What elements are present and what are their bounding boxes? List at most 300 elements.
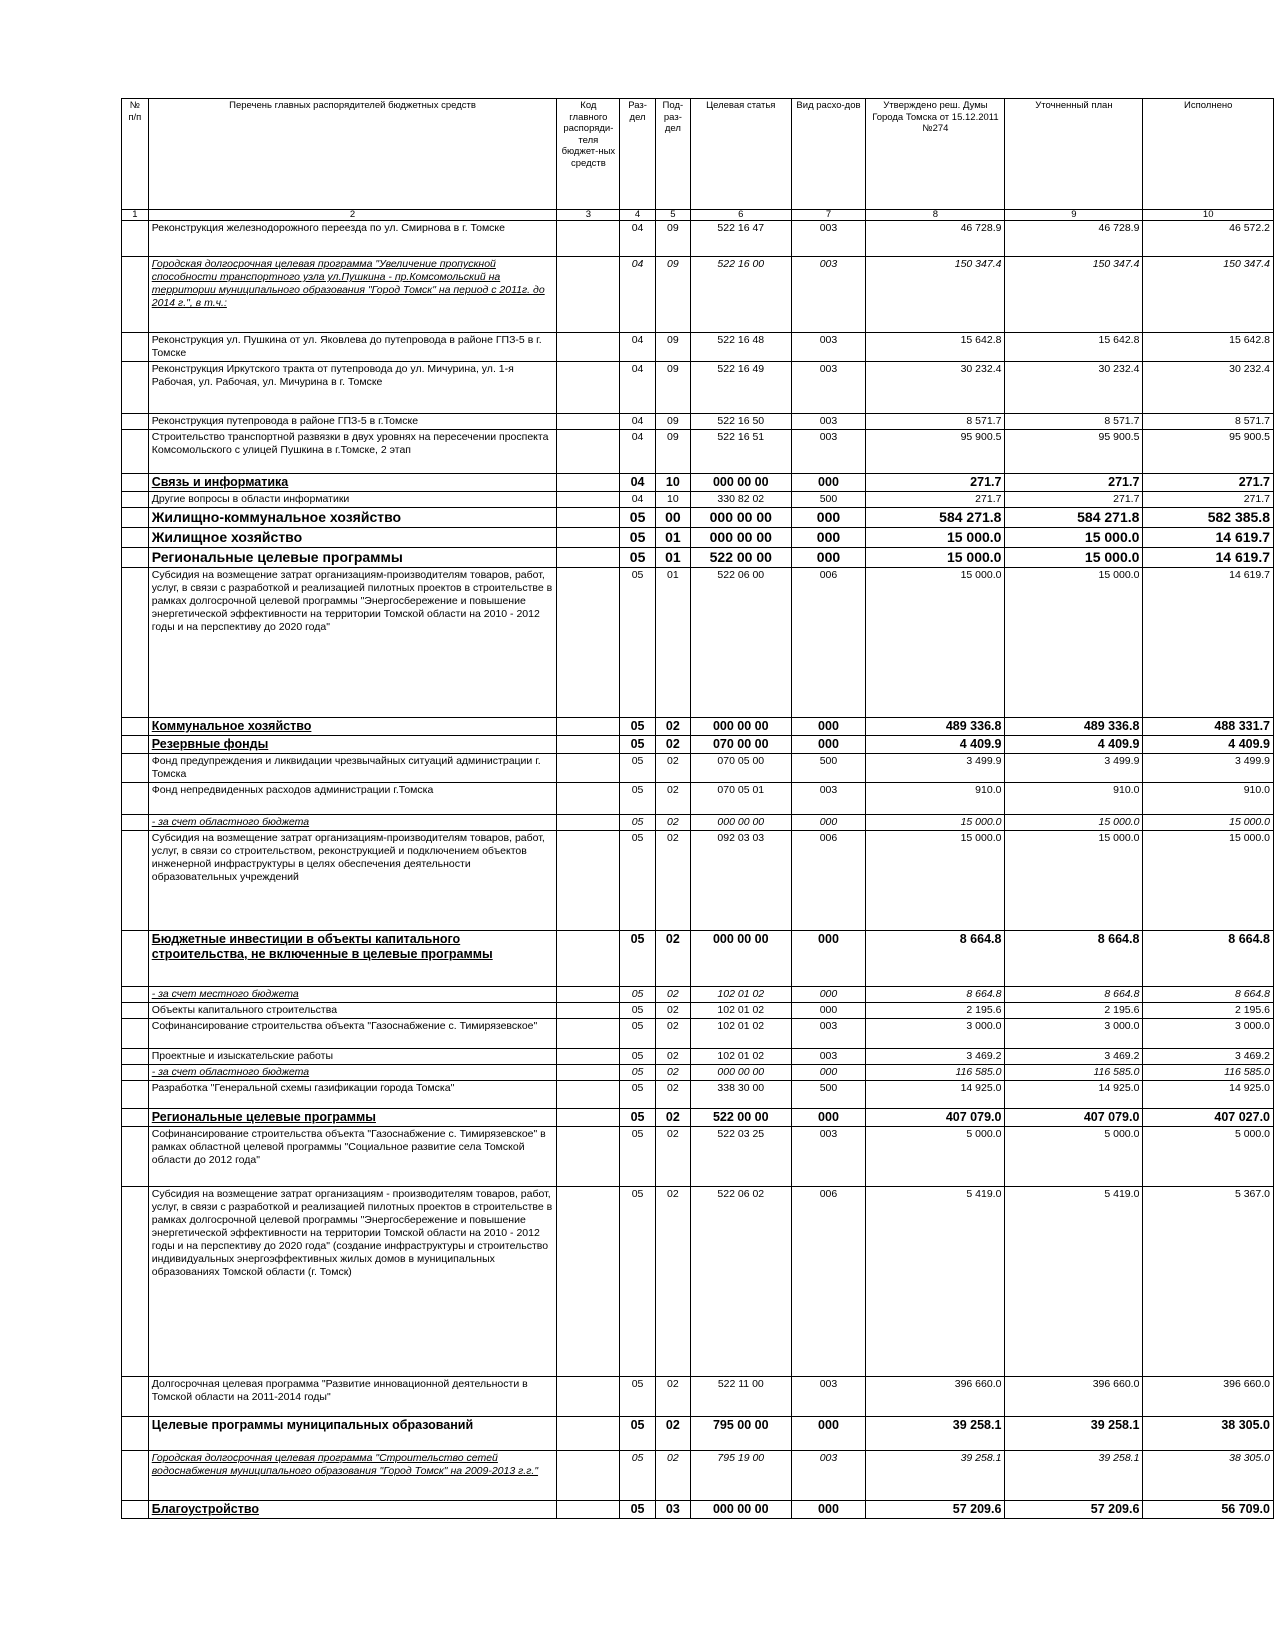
row-plan: 3 000.0 xyxy=(1005,1019,1143,1049)
table-row xyxy=(122,736,1274,754)
row-plan: 407 079.0 xyxy=(1005,1109,1143,1127)
row-approved: 15 000.0 xyxy=(866,528,1005,548)
row-approved: 46 728.9 xyxy=(866,221,1005,257)
row-number xyxy=(122,1065,149,1081)
row-vid: 003 xyxy=(791,1127,866,1187)
row-podrazdel: 02 xyxy=(655,815,690,831)
row-razdel: 04 xyxy=(620,362,655,414)
row-exec: 38 305.0 xyxy=(1143,1451,1274,1501)
row-podrazdel: 02 xyxy=(655,1049,690,1065)
row-number xyxy=(122,474,149,492)
row-razdel: 04 xyxy=(620,474,655,492)
row-vid: 500 xyxy=(791,1081,866,1109)
row-plan: 15 000.0 xyxy=(1005,528,1143,548)
row-exec: 56 709.0 xyxy=(1143,1501,1274,1519)
row-name: Софинансирование строительства объекта "Газоснабжение с. Тимирязевское" в рамках областной целевой программы "Социальное развитие села Томской области до 2012 года" xyxy=(148,1127,557,1187)
row-plan: 15 642.8 xyxy=(1005,333,1143,362)
row-name: Благоустройство xyxy=(148,1501,557,1519)
row-approved: 15 000.0 xyxy=(866,815,1005,831)
row-podrazdel: 02 xyxy=(655,831,690,931)
row-podrazdel: 02 xyxy=(655,1417,690,1451)
row-vid: 003 xyxy=(791,362,866,414)
row-podrazdel: 02 xyxy=(655,1187,690,1377)
row-number xyxy=(122,508,149,528)
row-article: 522 16 47 xyxy=(691,221,792,257)
row-article: 000 00 00 xyxy=(691,718,792,736)
row-podrazdel: 01 xyxy=(655,528,690,548)
row-razdel: 05 xyxy=(620,987,655,1003)
row-article: 000 00 00 xyxy=(691,474,792,492)
row-vid: 000 xyxy=(791,815,866,831)
row-razdel: 04 xyxy=(620,414,655,430)
row-code xyxy=(557,736,620,754)
row-article: 522 00 00 xyxy=(691,548,792,568)
row-code xyxy=(557,430,620,474)
row-code xyxy=(557,221,620,257)
row-number xyxy=(122,257,149,333)
row-razdel: 05 xyxy=(620,931,655,987)
row-vid: 500 xyxy=(791,754,866,783)
row-plan: 15 000.0 xyxy=(1005,568,1143,718)
row-number xyxy=(122,831,149,931)
row-exec: 116 585.0 xyxy=(1143,1065,1274,1081)
row-article: 092 03 03 xyxy=(691,831,792,931)
row-code xyxy=(557,718,620,736)
row-number xyxy=(122,1187,149,1377)
row-exec: 271.7 xyxy=(1143,474,1274,492)
row-podrazdel: 10 xyxy=(655,474,690,492)
row-approved: 3 499.9 xyxy=(866,754,1005,783)
row-code xyxy=(557,1049,620,1065)
row-approved: 95 900.5 xyxy=(866,430,1005,474)
row-plan: 3 499.9 xyxy=(1005,754,1143,783)
row-plan: 150 347.4 xyxy=(1005,257,1143,333)
row-vid: 006 xyxy=(791,1187,866,1377)
table-row xyxy=(122,257,1274,333)
row-vid: 003 xyxy=(791,1019,866,1049)
row-number xyxy=(122,1451,149,1501)
row-approved: 910.0 xyxy=(866,783,1005,815)
row-number xyxy=(122,414,149,430)
row-podrazdel: 02 xyxy=(655,736,690,754)
row-name: - за счет областного бюджета xyxy=(148,815,557,831)
table-row xyxy=(122,333,1274,362)
table-row xyxy=(122,718,1274,736)
row-approved: 584 271.8 xyxy=(866,508,1005,528)
row-plan: 8 571.7 xyxy=(1005,414,1143,430)
row-plan: 39 258.1 xyxy=(1005,1417,1143,1451)
row-code xyxy=(557,1003,620,1019)
row-vid: 000 xyxy=(791,508,866,528)
row-code xyxy=(557,931,620,987)
table-row xyxy=(122,1109,1274,1127)
row-podrazdel: 00 xyxy=(655,508,690,528)
row-number xyxy=(122,931,149,987)
row-razdel: 05 xyxy=(620,815,655,831)
row-article: 102 01 02 xyxy=(691,1049,792,1065)
budget-table xyxy=(121,98,1274,1519)
row-number xyxy=(122,987,149,1003)
row-razdel: 04 xyxy=(620,492,655,508)
row-exec: 582 385.8 xyxy=(1143,508,1274,528)
row-vid: 000 xyxy=(791,474,866,492)
row-razdel: 05 xyxy=(620,568,655,718)
row-vid: 500 xyxy=(791,492,866,508)
header-article: Целевая статья xyxy=(691,99,792,210)
row-name: Бюджетные инвестиции в объекты капитального строительства, не включенные в целевые программы xyxy=(148,931,557,987)
row-code xyxy=(557,528,620,548)
row-article: 070 00 00 xyxy=(691,736,792,754)
row-approved: 5 000.0 xyxy=(866,1127,1005,1187)
row-vid: 000 xyxy=(791,736,866,754)
row-exec: 8 571.7 xyxy=(1143,414,1274,430)
row-plan: 5 000.0 xyxy=(1005,1127,1143,1187)
row-name: Городская долгосрочная целевая программа "Увеличение пропускной способности транспортного узла ул.Пушкина - пр.Комсомольский на территории муниципального образования "Город Томск" на период с 2011г. до 2014 г.", в т.ч.: xyxy=(148,257,557,333)
header-num: № п/п xyxy=(122,99,149,210)
row-approved: 30 232.4 xyxy=(866,362,1005,414)
row-plan: 15 000.0 xyxy=(1005,815,1143,831)
table-row xyxy=(122,783,1274,815)
row-podrazdel: 02 xyxy=(655,754,690,783)
row-exec: 46 572.2 xyxy=(1143,221,1274,257)
row-vid: 000 xyxy=(791,931,866,987)
row-exec: 8 664.8 xyxy=(1143,931,1274,987)
row-number xyxy=(122,430,149,474)
row-podrazdel: 01 xyxy=(655,568,690,718)
row-article: 522 16 50 xyxy=(691,414,792,430)
table-row xyxy=(122,1049,1274,1065)
table-row xyxy=(122,474,1274,492)
row-vid: 003 xyxy=(791,414,866,430)
column-number: 7 xyxy=(791,210,866,221)
row-code xyxy=(557,492,620,508)
row-article: 522 03 25 xyxy=(691,1127,792,1187)
row-code xyxy=(557,1501,620,1519)
row-name: - за счет местного бюджета xyxy=(148,987,557,1003)
row-name: Фонд непредвиденных расходов администрации г.Томска xyxy=(148,783,557,815)
row-name: Жилищное хозяйство xyxy=(148,528,557,548)
table-row xyxy=(122,414,1274,430)
row-article: 102 01 02 xyxy=(691,1003,792,1019)
row-name: Долгосрочная целевая программа "Развитие инновационной деятельности в Томской области на 2011-2014 годы" xyxy=(148,1377,557,1417)
row-article: 000 00 00 xyxy=(691,508,792,528)
row-name: Резервные фонды xyxy=(148,736,557,754)
table-row xyxy=(122,548,1274,568)
row-podrazdel: 09 xyxy=(655,414,690,430)
row-name: Региональные целевые программы xyxy=(148,1109,557,1127)
row-podrazdel: 02 xyxy=(655,1127,690,1187)
table-row xyxy=(122,1377,1274,1417)
row-podrazdel: 02 xyxy=(655,783,690,815)
header-exec: Исполнено xyxy=(1143,99,1274,210)
row-razdel: 05 xyxy=(620,736,655,754)
row-number xyxy=(122,718,149,736)
header-vid: Вид расхо-дов xyxy=(791,99,866,210)
row-code xyxy=(557,831,620,931)
row-name: Реконструкция путепровода в районе ГПЗ-5 в г.Томске xyxy=(148,414,557,430)
row-podrazdel: 09 xyxy=(655,430,690,474)
row-plan: 57 209.6 xyxy=(1005,1501,1143,1519)
row-exec: 2 195.6 xyxy=(1143,1003,1274,1019)
column-number-row xyxy=(122,210,1274,221)
table-row xyxy=(122,1127,1274,1187)
row-name: Строительство транспортной развязки в двух уровнях на пересечении проспекта Комсомольского с улицей Пушкина в г.Томске, 2 этап xyxy=(148,430,557,474)
row-code xyxy=(557,1081,620,1109)
row-article: 795 00 00 xyxy=(691,1417,792,1451)
row-exec: 3 469.2 xyxy=(1143,1049,1274,1065)
table-row xyxy=(122,987,1274,1003)
table-row xyxy=(122,362,1274,414)
row-article: 070 05 00 xyxy=(691,754,792,783)
row-plan: 116 585.0 xyxy=(1005,1065,1143,1081)
row-name: Проектные и изыскательские работы xyxy=(148,1049,557,1065)
row-exec: 8 664.8 xyxy=(1143,987,1274,1003)
row-plan: 271.7 xyxy=(1005,492,1143,508)
row-exec: 14 619.7 xyxy=(1143,528,1274,548)
row-name: Городская долгосрочная целевая программа "Строительство сетей водоснабжения муниципального образования "Город Томск" на 2009-2013 г.г." xyxy=(148,1451,557,1501)
column-number: 6 xyxy=(691,210,792,221)
row-vid: 000 xyxy=(791,1417,866,1451)
row-razdel: 04 xyxy=(620,257,655,333)
row-name: Региональные целевые программы xyxy=(148,548,557,568)
row-article: 522 06 02 xyxy=(691,1187,792,1377)
column-number: 9 xyxy=(1005,210,1143,221)
row-number xyxy=(122,548,149,568)
row-exec: 5 000.0 xyxy=(1143,1127,1274,1187)
row-exec: 15 642.8 xyxy=(1143,333,1274,362)
row-name: Связь и информатика xyxy=(148,474,557,492)
row-plan: 39 258.1 xyxy=(1005,1451,1143,1501)
row-plan: 95 900.5 xyxy=(1005,430,1143,474)
row-article: 795 19 00 xyxy=(691,1451,792,1501)
row-number xyxy=(122,1049,149,1065)
row-approved: 396 660.0 xyxy=(866,1377,1005,1417)
row-name: Другие вопросы в области информатики xyxy=(148,492,557,508)
row-approved: 39 258.1 xyxy=(866,1417,1005,1451)
row-vid: 000 xyxy=(791,548,866,568)
row-vid: 003 xyxy=(791,1377,866,1417)
row-article: 070 05 01 xyxy=(691,783,792,815)
row-approved: 407 079.0 xyxy=(866,1109,1005,1127)
row-code xyxy=(557,362,620,414)
row-approved: 489 336.8 xyxy=(866,718,1005,736)
row-vid: 000 xyxy=(791,528,866,548)
row-vid: 003 xyxy=(791,783,866,815)
row-vid: 003 xyxy=(791,257,866,333)
table-row xyxy=(122,1451,1274,1501)
row-number xyxy=(122,783,149,815)
row-podrazdel: 02 xyxy=(655,1003,690,1019)
column-number: 1 xyxy=(122,210,149,221)
table-row xyxy=(122,1065,1274,1081)
header-plan: Уточненный план xyxy=(1005,99,1143,210)
row-plan: 14 925.0 xyxy=(1005,1081,1143,1109)
row-approved: 15 000.0 xyxy=(866,831,1005,931)
row-code xyxy=(557,568,620,718)
row-code xyxy=(557,1019,620,1049)
row-number xyxy=(122,333,149,362)
row-approved: 8 664.8 xyxy=(866,987,1005,1003)
row-article: 102 01 02 xyxy=(691,987,792,1003)
row-plan: 15 000.0 xyxy=(1005,548,1143,568)
row-podrazdel: 01 xyxy=(655,548,690,568)
header-razdel: Раз-дел xyxy=(620,99,655,210)
row-approved: 116 585.0 xyxy=(866,1065,1005,1081)
row-code xyxy=(557,257,620,333)
row-vid: 006 xyxy=(791,568,866,718)
table-row xyxy=(122,492,1274,508)
row-podrazdel: 02 xyxy=(655,1109,690,1127)
table-row xyxy=(122,1003,1274,1019)
table-row xyxy=(122,528,1274,548)
row-vid: 000 xyxy=(791,1065,866,1081)
row-name: Субсидия на возмещение затрат организациям-производителям товаров, работ, услуг, в связи со строительством, реконструкцией и подключением объектов инженерной инфраструктуры в целях обеспечения деятельности образовательных учреждений xyxy=(148,831,557,931)
row-approved: 271.7 xyxy=(866,474,1005,492)
row-name: Реконструкция ул. Пушкина от ул. Яковлева до путепровода в районе ГПЗ-5 в г. Томске xyxy=(148,333,557,362)
row-article: 522 06 00 xyxy=(691,568,792,718)
row-code xyxy=(557,754,620,783)
row-exec: 488 331.7 xyxy=(1143,718,1274,736)
header-row xyxy=(122,99,1274,210)
row-plan: 46 728.9 xyxy=(1005,221,1143,257)
row-vid: 000 xyxy=(791,1003,866,1019)
row-podrazdel: 02 xyxy=(655,987,690,1003)
row-exec: 396 660.0 xyxy=(1143,1377,1274,1417)
row-name: Разработка "Генеральной схемы газификации города Томска" xyxy=(148,1081,557,1109)
row-razdel: 05 xyxy=(620,528,655,548)
row-number xyxy=(122,492,149,508)
row-name: Целевые программы муниципальных образований xyxy=(148,1417,557,1451)
row-approved: 8 571.7 xyxy=(866,414,1005,430)
table-row xyxy=(122,1081,1274,1109)
row-code xyxy=(557,1187,620,1377)
row-exec: 15 000.0 xyxy=(1143,815,1274,831)
row-plan: 5 419.0 xyxy=(1005,1187,1143,1377)
row-plan: 584 271.8 xyxy=(1005,508,1143,528)
row-name: Объекты капитального строительства xyxy=(148,1003,557,1019)
row-plan: 8 664.8 xyxy=(1005,987,1143,1003)
row-name: Реконструкция Иркутского тракта от путепровода до ул. Мичурина, ул. 1-я Рабочая, ул. Рабочая, ул. Мичурина в г. Томске xyxy=(148,362,557,414)
row-number xyxy=(122,1127,149,1187)
row-name: - за счет областного бюджета xyxy=(148,1065,557,1081)
row-exec: 95 900.5 xyxy=(1143,430,1274,474)
row-vid: 000 xyxy=(791,718,866,736)
row-podrazdel: 09 xyxy=(655,221,690,257)
row-vid: 003 xyxy=(791,1451,866,1501)
row-number xyxy=(122,528,149,548)
row-podrazdel: 03 xyxy=(655,1501,690,1519)
row-plan: 3 469.2 xyxy=(1005,1049,1143,1065)
row-number xyxy=(122,736,149,754)
row-code xyxy=(557,1127,620,1187)
row-code xyxy=(557,333,620,362)
row-article: 000 00 00 xyxy=(691,931,792,987)
table-row xyxy=(122,754,1274,783)
row-razdel: 05 xyxy=(620,1127,655,1187)
row-plan: 910.0 xyxy=(1005,783,1143,815)
row-plan: 8 664.8 xyxy=(1005,931,1143,987)
row-vid: 000 xyxy=(791,1109,866,1127)
row-plan: 271.7 xyxy=(1005,474,1143,492)
row-approved: 39 258.1 xyxy=(866,1451,1005,1501)
table-row xyxy=(122,1417,1274,1451)
row-article: 000 00 00 xyxy=(691,815,792,831)
row-name: Коммунальное хозяйство xyxy=(148,718,557,736)
row-code xyxy=(557,474,620,492)
table-row xyxy=(122,1019,1274,1049)
row-approved: 8 664.8 xyxy=(866,931,1005,987)
row-number xyxy=(122,1417,149,1451)
row-exec: 30 232.4 xyxy=(1143,362,1274,414)
row-code xyxy=(557,508,620,528)
table-row xyxy=(122,831,1274,931)
row-number xyxy=(122,815,149,831)
table-row xyxy=(122,508,1274,528)
table-row xyxy=(122,815,1274,831)
row-article: 000 00 00 xyxy=(691,528,792,548)
row-name: Субсидия на возмещение затрат организациям-производителям товаров, работ, услуг, в связи с разработкой и реализацией пилотных проектов в строительстве в рамках долгосрочной целевой программы "Энергосбережение и повышение энергетической эффективности на территории Томской области на 2010 - 2012 годы и на перспективу до 2020 года" xyxy=(148,568,557,718)
row-razdel: 05 xyxy=(620,1187,655,1377)
row-approved: 15 000.0 xyxy=(866,568,1005,718)
row-razdel: 05 xyxy=(620,1417,655,1451)
row-podrazdel: 02 xyxy=(655,1451,690,1501)
row-exec: 14 619.7 xyxy=(1143,548,1274,568)
row-approved: 150 347.4 xyxy=(866,257,1005,333)
header-code: Код главного распоряди-теля бюджет-ных средств xyxy=(557,99,620,210)
row-vid: 003 xyxy=(791,430,866,474)
row-podrazdel: 10 xyxy=(655,492,690,508)
row-name: Жилищно-коммунальное хозяйство xyxy=(148,508,557,528)
row-number xyxy=(122,1377,149,1417)
row-razdel: 05 xyxy=(620,783,655,815)
row-plan: 2 195.6 xyxy=(1005,1003,1143,1019)
row-plan: 15 000.0 xyxy=(1005,831,1143,931)
row-exec: 38 305.0 xyxy=(1143,1417,1274,1451)
row-plan: 396 660.0 xyxy=(1005,1377,1143,1417)
row-exec: 15 000.0 xyxy=(1143,831,1274,931)
row-exec: 3 499.9 xyxy=(1143,754,1274,783)
row-razdel: 04 xyxy=(620,333,655,362)
table-row xyxy=(122,1187,1274,1377)
row-exec: 3 000.0 xyxy=(1143,1019,1274,1049)
row-exec: 4 409.9 xyxy=(1143,736,1274,754)
row-approved: 3 469.2 xyxy=(866,1049,1005,1065)
budget-sheet xyxy=(121,98,1274,1519)
row-exec: 271.7 xyxy=(1143,492,1274,508)
row-number xyxy=(122,1019,149,1049)
row-approved: 15 000.0 xyxy=(866,548,1005,568)
row-approved: 5 419.0 xyxy=(866,1187,1005,1377)
column-number: 10 xyxy=(1143,210,1274,221)
row-approved: 3 000.0 xyxy=(866,1019,1005,1049)
row-article: 330 82 02 xyxy=(691,492,792,508)
row-code xyxy=(557,414,620,430)
row-approved: 271.7 xyxy=(866,492,1005,508)
row-name: Реконструкция железнодорожного переезда по ул. Смирнова в г. Томске xyxy=(148,221,557,257)
row-podrazdel: 09 xyxy=(655,333,690,362)
table-row xyxy=(122,1501,1274,1519)
row-approved: 15 642.8 xyxy=(866,333,1005,362)
header-approved: Утверждено реш. Думы Города Томска от 15.12.2011 №274 xyxy=(866,99,1005,210)
row-razdel: 05 xyxy=(620,1003,655,1019)
table-row xyxy=(122,568,1274,718)
row-razdel: 04 xyxy=(620,221,655,257)
row-exec: 14 619.7 xyxy=(1143,568,1274,718)
row-plan: 4 409.9 xyxy=(1005,736,1143,754)
table-row xyxy=(122,931,1274,987)
row-podrazdel: 09 xyxy=(655,362,690,414)
header-name: Перечень главных распорядителей бюджетных средств xyxy=(148,99,557,210)
